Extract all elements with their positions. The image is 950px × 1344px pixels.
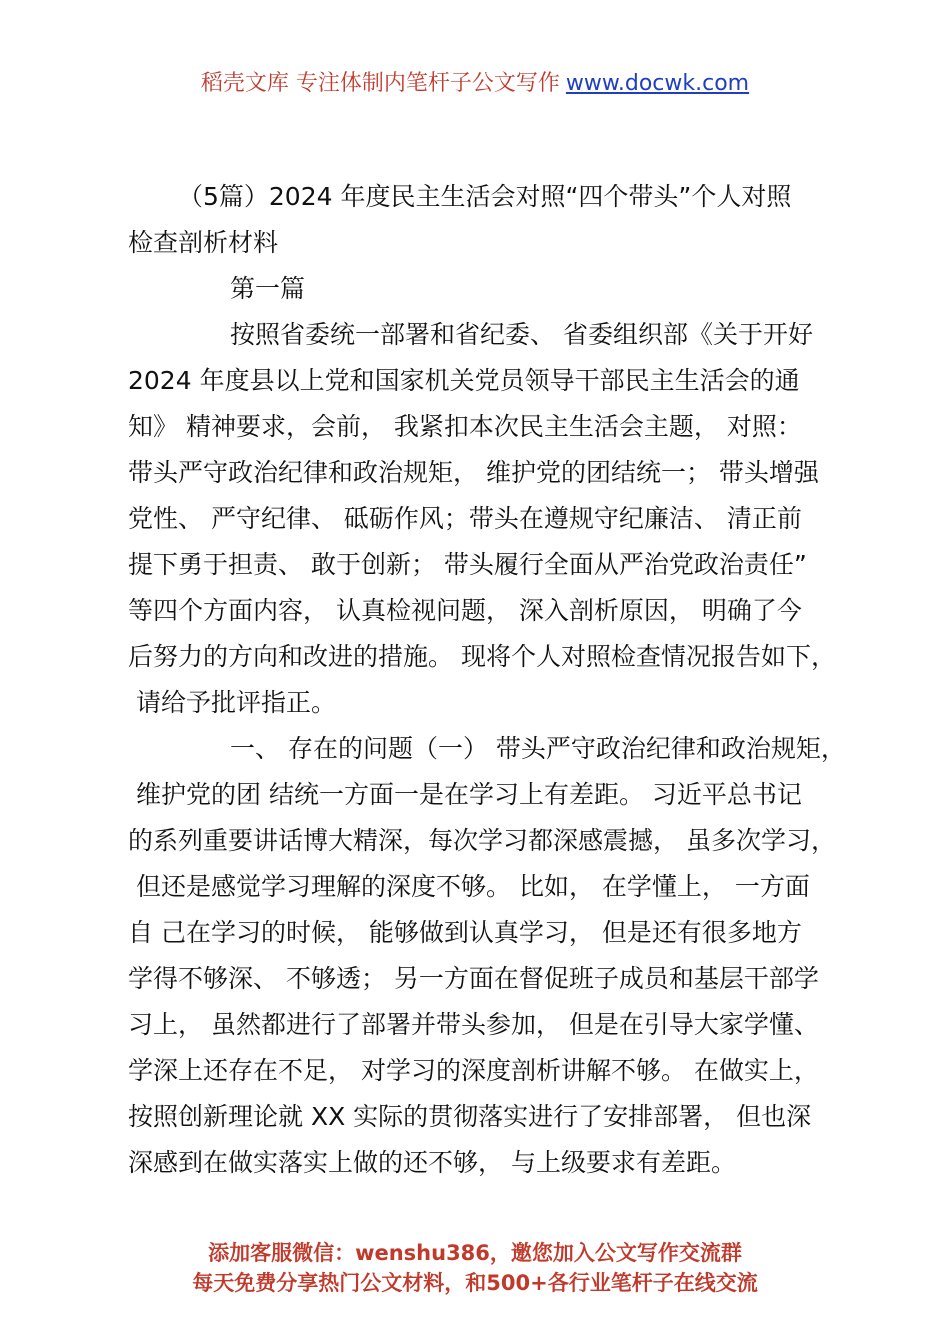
- paragraph-line: 党性、 严守纪律、 砥砺作风；带头在遵规守纪廉洁、 清正前: [128, 504, 802, 533]
- paragraph-line: 2024 年度县以上党和国家机关党员领导干部民主生活会的通: [128, 366, 800, 395]
- paragraph-line: 的系列重要讲话博大精深，每次学习都深感震撼， 虽多次学习，: [128, 826, 836, 855]
- paragraph-line: 但还是感觉学习理解的深度不够。 比如， 在学懂上， 一方面: [136, 872, 810, 901]
- site-header: [0, 68, 950, 100]
- paragraph-line: 自 己在学习的时候， 能够做到认真学习， 但是还有很多地方: [128, 918, 802, 947]
- paragraph-line: 按照省委统一部署和省纪委、 省委组织部《关于开好: [230, 320, 813, 349]
- paragraph-line: 按照创新理论就 XX 实际的贯彻落实进行了安排部署， 但也深: [128, 1102, 812, 1131]
- paragraph-line: 学得不够深、 不够透； 另一方面在督促班子成员和基层干部学: [128, 964, 819, 993]
- paragraph-line: 带头严守政治纪律和政治规矩， 维护党的团结统一； 带头增强: [128, 458, 819, 487]
- section-heading: 第一篇: [230, 274, 306, 303]
- site-brand: 稻壳文库 专注体制内笔杆子公文写作: [200, 71, 560, 96]
- document-title-line-1: （5篇）2024 年度民主生活会对照“四个带头”个人对照: [178, 182, 792, 211]
- site-url-link[interactable]: www.docwk.com: [565, 71, 750, 96]
- paragraph-line: 请给予批评指正。: [136, 688, 337, 717]
- document-title-line-2: 检查剖析材料: [128, 228, 279, 257]
- paragraph-line: 深感到在做实落实上做的还不够， 与上级要求有差距。: [128, 1148, 736, 1177]
- footer-wechat-line: 添加客服微信：wenshu386，邀您加入公文写作交流群: [208, 1241, 742, 1265]
- paragraph-line: 后努力的方向和改进的措施。 现将个人对照检查情况报告如下，: [128, 642, 836, 671]
- paragraph-line: 维护党的团 结统一方面一是在学习上有差距。 习近平总书记: [136, 780, 802, 809]
- paragraph-line: 知》 精神要求，会前， 我紧扣本次民主生活会主题， 对照：: [128, 412, 802, 441]
- paragraph-line: 学深上还存在不足， 对学习的深度剖析讲解不够。 在做实上，: [128, 1056, 819, 1085]
- promo-footer: [0, 1238, 950, 1298]
- document-body: [128, 174, 846, 1186]
- paragraph-line: 等四个方面内容， 认真检视问题， 深入剖析原因， 明确了今: [128, 596, 802, 625]
- paragraph-line: 提下勇于担责、 敢于创新； 带头履行全面从严治党政治责任”: [128, 550, 807, 579]
- footer-share-line: 每天免费分享热门公文材料，和500+各行业笔杆子在线交流: [192, 1271, 758, 1295]
- paragraph-line: 习上， 虽然都进行了部署并带头参加， 但是在引导大家学懂、: [128, 1010, 819, 1039]
- paragraph-line: 一、 存在的问题（一） 带头严守政治纪律和政治规矩，: [230, 734, 846, 763]
